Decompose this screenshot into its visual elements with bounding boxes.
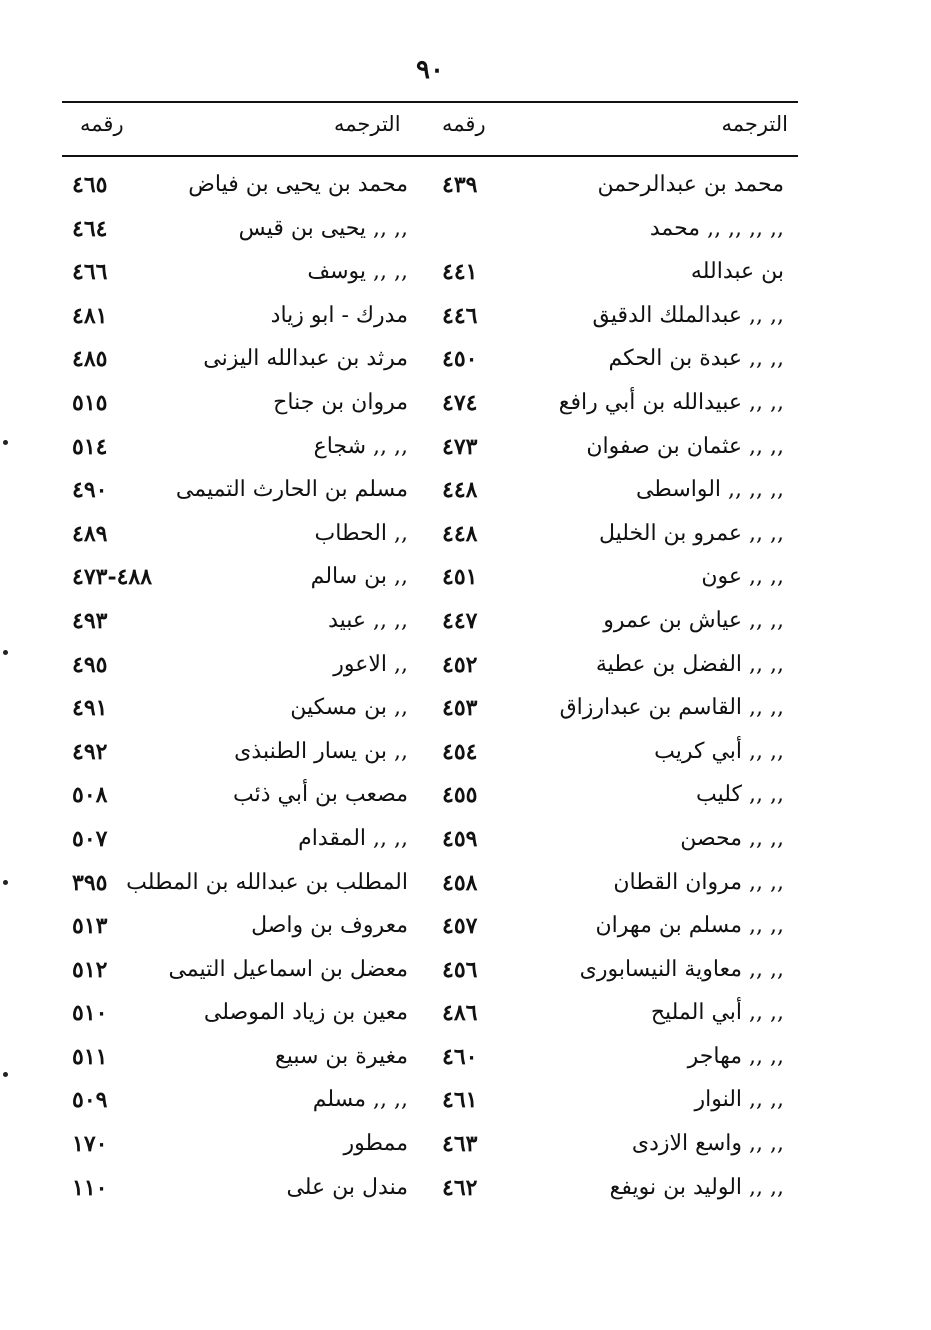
left-number: ٥١٠ bbox=[72, 1000, 108, 1027]
right-translation: ,, ,, مروان القطان bbox=[613, 869, 784, 895]
header-right-translation: الترجمه bbox=[721, 112, 788, 136]
right-translation: ,, ,, واسع الازدى bbox=[631, 1131, 784, 1157]
left-number: ٥١٣ bbox=[72, 913, 108, 940]
left-number: ٥١١ bbox=[72, 1043, 108, 1070]
table-header bbox=[62, 112, 798, 146]
page-number: ٩٠ bbox=[416, 55, 444, 85]
table-row bbox=[62, 1040, 798, 1084]
left-number: ٤٦٥ bbox=[72, 172, 108, 198]
right-translation: ,, ,, عثمان بن صفوان bbox=[586, 433, 784, 459]
right-number: ٤٥٧ bbox=[442, 913, 478, 940]
right-number: ٤٤٨ bbox=[442, 520, 478, 547]
table-row bbox=[62, 212, 798, 256]
right-translation: ,, ,, عبدة بن الحكم bbox=[608, 346, 784, 372]
right-number: ٤٤٦ bbox=[442, 302, 478, 329]
left-number: ٥٠٩ bbox=[72, 1087, 108, 1114]
right-translation: ,, ,, معاوية النيسابورى bbox=[579, 956, 784, 982]
left-translation: ,, ,, عبيد bbox=[328, 607, 408, 633]
right-number: ٤٥٩ bbox=[442, 825, 478, 852]
left-translation: المطلب بن عبدالله بن المطلب bbox=[126, 869, 408, 895]
left-number: ٣٩٥ bbox=[72, 869, 108, 896]
left-number: ٤٩١ bbox=[72, 695, 108, 722]
left-number: ٤٩٣ bbox=[72, 607, 108, 634]
left-translation: ,, ,, المقدام bbox=[298, 825, 408, 851]
right-number: ٤٧٣ bbox=[442, 433, 478, 460]
left-translation: مرثد بن عبدالله اليزنى bbox=[203, 346, 408, 372]
left-translation: مسلم بن الحارث التميمى bbox=[175, 477, 408, 503]
table-row bbox=[62, 1083, 798, 1127]
left-translation: معين بن زياد الموصلى bbox=[203, 1000, 408, 1026]
right-number: ٤٥٢ bbox=[442, 651, 478, 678]
header-right-number: رقمه bbox=[442, 112, 486, 136]
right-number: ٤٦٣ bbox=[442, 1131, 478, 1158]
right-number: ٤٥١ bbox=[442, 564, 478, 591]
right-translation: ,, ,, عمرو بن الخليل bbox=[598, 520, 784, 546]
table-row bbox=[62, 953, 798, 997]
table-row bbox=[62, 430, 798, 474]
left-number: ١١٠ bbox=[72, 1174, 108, 1201]
left-translation: ,, الاعور bbox=[333, 651, 408, 677]
table-row bbox=[62, 168, 798, 212]
table-row bbox=[62, 778, 798, 822]
right-number: ٤٤٧ bbox=[442, 607, 478, 634]
right-translation: ,, ,, أبي المليح bbox=[650, 1000, 784, 1026]
right-number: ٤٤١ bbox=[442, 259, 478, 286]
left-number: ٤٩٢ bbox=[72, 738, 108, 765]
right-number: ٤٦٠ bbox=[442, 1043, 478, 1070]
right-translation: ,, ,, ,, الواسطى bbox=[635, 477, 784, 503]
right-translation: ,, ,, عبيدالله بن أبي رافع bbox=[558, 389, 784, 415]
header-rule bbox=[62, 155, 798, 157]
top-rule bbox=[62, 101, 798, 103]
left-number: ٤٩٠ bbox=[72, 477, 108, 504]
left-number: ١٧٠ bbox=[72, 1131, 108, 1158]
right-number: ٤٥٥ bbox=[442, 782, 478, 809]
left-translation: مغيرة بن سبيع bbox=[275, 1043, 408, 1069]
left-translation: ,, ,, مسلم bbox=[312, 1087, 408, 1113]
left-translation: ,, ,, يوسف bbox=[307, 259, 408, 285]
right-number: ٤٣٩ bbox=[442, 172, 478, 198]
right-translation: ,, ,, كليب bbox=[696, 782, 784, 808]
left-number: ٤٨٥ bbox=[72, 346, 108, 373]
table-row bbox=[62, 342, 798, 386]
right-translation: ,, ,, الفضل بن عطية bbox=[595, 651, 784, 677]
table-row bbox=[62, 386, 798, 430]
left-translation: ,, ,, يحيى بن قيس bbox=[238, 215, 408, 241]
left-translation: مندل بن على bbox=[286, 1174, 408, 1200]
table-row bbox=[62, 299, 798, 343]
right-translation: بن عبدالله bbox=[690, 259, 784, 285]
right-translation: ,, ,, ,, ,, محمد bbox=[649, 215, 784, 241]
table-row bbox=[62, 996, 798, 1040]
table-row bbox=[62, 1171, 798, 1215]
left-translation: محمد بن يحيى بن فياض bbox=[188, 172, 408, 197]
right-translation: ,, ,, عياش بن عمرو bbox=[603, 607, 784, 633]
left-translation: ,, بن سالم bbox=[310, 564, 408, 590]
right-translation: ,, ,, عبدالملك الدقيق bbox=[592, 302, 784, 328]
right-number: ٤٥٣ bbox=[442, 695, 478, 722]
index-table bbox=[62, 168, 798, 1214]
left-number: ٤٦٤ bbox=[72, 215, 108, 242]
left-translation: معضل بن اسماعيل التيمى bbox=[168, 956, 408, 982]
table-row bbox=[62, 604, 798, 648]
right-number: ٤٥٤ bbox=[442, 738, 478, 765]
margin-mark bbox=[3, 1072, 8, 1077]
right-number: ٤٥٠ bbox=[442, 346, 478, 373]
right-translation: ,, ,, أبي كريب bbox=[654, 738, 784, 764]
left-translation: ,, بن مسكين bbox=[290, 695, 408, 721]
right-number: ٤٤٨ bbox=[442, 477, 478, 504]
table-row bbox=[62, 691, 798, 735]
table-row bbox=[62, 822, 798, 866]
table-row bbox=[62, 255, 798, 299]
right-translation: ,, ,, الوليد بن نويفع bbox=[609, 1174, 784, 1200]
left-number: ٥١٢ bbox=[72, 956, 108, 983]
left-number: ٤٨١ bbox=[72, 302, 108, 329]
table-row bbox=[62, 735, 798, 779]
left-number: ٤٦٦ bbox=[72, 259, 108, 286]
left-number: ٥١٤ bbox=[72, 433, 108, 460]
table-row bbox=[62, 473, 798, 517]
left-translation: مدرك - ابو زياد bbox=[270, 302, 408, 328]
left-translation: ,, بن يسار الطنبذى bbox=[234, 738, 408, 764]
right-number: ٤٧٤ bbox=[442, 389, 478, 416]
margin-mark bbox=[3, 880, 8, 885]
table-row bbox=[62, 909, 798, 953]
left-number: ٤٨٩ bbox=[72, 520, 108, 547]
margin-mark bbox=[3, 440, 8, 445]
left-translation: ممطور bbox=[343, 1131, 408, 1157]
left-number: ٤٩٥ bbox=[72, 651, 108, 678]
table-row bbox=[62, 517, 798, 561]
header-left-translation: الترجمه bbox=[334, 112, 401, 136]
table-row bbox=[62, 866, 798, 910]
left-translation: مصعب بن أبي ذئب bbox=[232, 782, 408, 808]
right-translation: ,, ,, النوار bbox=[694, 1087, 784, 1113]
header-left-number: رقمه bbox=[80, 112, 124, 136]
right-number: ٤٦١ bbox=[442, 1087, 478, 1114]
left-translation: مروان بن جناح bbox=[273, 389, 408, 415]
left-number: ٥٠٨ bbox=[72, 782, 108, 809]
right-translation: ,, ,, محصن bbox=[680, 825, 784, 851]
right-translation: ,, ,, القاسم بن عبدارزاق bbox=[559, 695, 784, 721]
right-number: ٤٨٦ bbox=[442, 1000, 478, 1027]
left-number: ٤٨٨-٤٧٣ bbox=[72, 564, 153, 591]
right-number: ٤٦٢ bbox=[442, 1174, 478, 1201]
right-translation: ,, ,, مسلم بن مهران bbox=[595, 913, 784, 939]
table-row bbox=[62, 648, 798, 692]
right-number: ٤٥٨ bbox=[442, 869, 478, 896]
left-translation: معروف بن واصل bbox=[251, 913, 408, 939]
right-translation: محمد بن عبدالرحمن bbox=[597, 172, 784, 197]
table-row bbox=[62, 1127, 798, 1171]
table-row bbox=[62, 560, 798, 604]
left-number: ٥١٥ bbox=[72, 389, 108, 416]
left-number: ٥٠٧ bbox=[72, 825, 108, 852]
margin-mark bbox=[3, 650, 8, 655]
right-translation: ,, ,, عون bbox=[701, 564, 784, 590]
left-translation: ,, ,, شجاع bbox=[313, 433, 408, 459]
left-translation: ,, الحطاب bbox=[314, 520, 408, 546]
right-translation: ,, ,, مهاجر bbox=[687, 1043, 784, 1069]
right-number: ٤٥٦ bbox=[442, 956, 478, 983]
